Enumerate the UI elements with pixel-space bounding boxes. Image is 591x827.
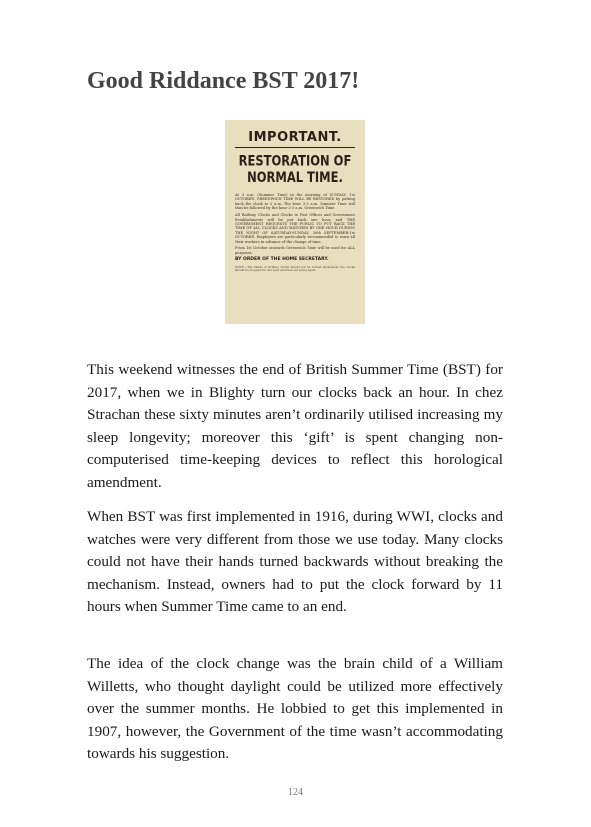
poster-footnote: NOTE.—The hands of striking clocks should not be turned backwards; the clocks should be stopped for one hour and then set going again. bbox=[235, 264, 355, 273]
poster-body-2: All Railway Clocks and Clocks in Post Offices and Government Establishments will be put back one hour, and THE GOVERNMENT REQUESTS THE PUBLIC TO PUT BACK THE TIME OF ALL CLOCKS AND WATCHES BY ONE HOUR DURING THE NIGHT OF SATURDAY-SUNDAY, 30th SEPTEMBER-1st OCTOBER. Employers are particularly recommended to warn all their workers in advance of the change of time. bbox=[235, 213, 355, 244]
poster-body-1: At 3 a.m. (Summer Time) in the morning of SUNDAY, 1st OCTOBER, GREENWICH TIME WILL BE RESTORED by putting back the clock to 2 a.m. The hour 2-3 a.m. Summer Time will thus be followed by the hour 2-3 a.m. Greenwich Time. bbox=[235, 193, 355, 211]
body-paragraph-1: This weekend witnesses the end of British Summer Time (BST) for 2017, when we in Blighty turn our clocks back an hour. In chez Strachan these sixty minutes aren’t ordinarily utilised increasing my sleep longevity; moreover this ‘gift’ is spent changing non-computerised time-keeping devices to reflect this horological amendment. bbox=[87, 361, 503, 491]
poster-body-3: From 1st October onwards Greenwich Time will be used for ALL purposes. bbox=[235, 246, 355, 255]
poster-order: BY ORDER OF THE HOME SECRETARY. bbox=[235, 257, 329, 263]
page-title: Good Riddance BST 2017! bbox=[87, 68, 360, 94]
body-paragraph-3: The idea of the clock change was the brain child of a William Willetts, who thought daylight could be utilized more effectively over the summer months. He lobbied to get this implemented in 1907, however, the Government of the time wasn’t accommodating towards his suggestion. bbox=[87, 655, 503, 763]
poster-heading: IMPORTANT. bbox=[235, 130, 355, 148]
poster-subheading-line2: NORMAL TIME. bbox=[247, 168, 343, 186]
poster-image bbox=[225, 120, 365, 324]
body-paragraph-2: When BST was first implemented in 1916, during WWI, clocks and watches were very different from those we use today. Many clocks could not have their hands turned backwards without breaking the mechanism. Instead, owners had to put the clock forward by 11 hours when Summer Time came to an end. bbox=[87, 508, 503, 616]
poster-subheading bbox=[235, 153, 355, 186]
poster-subheading-line1: RESTORATION OF bbox=[238, 151, 352, 170]
poster-body bbox=[235, 193, 355, 273]
page-number: 124 bbox=[288, 787, 303, 798]
